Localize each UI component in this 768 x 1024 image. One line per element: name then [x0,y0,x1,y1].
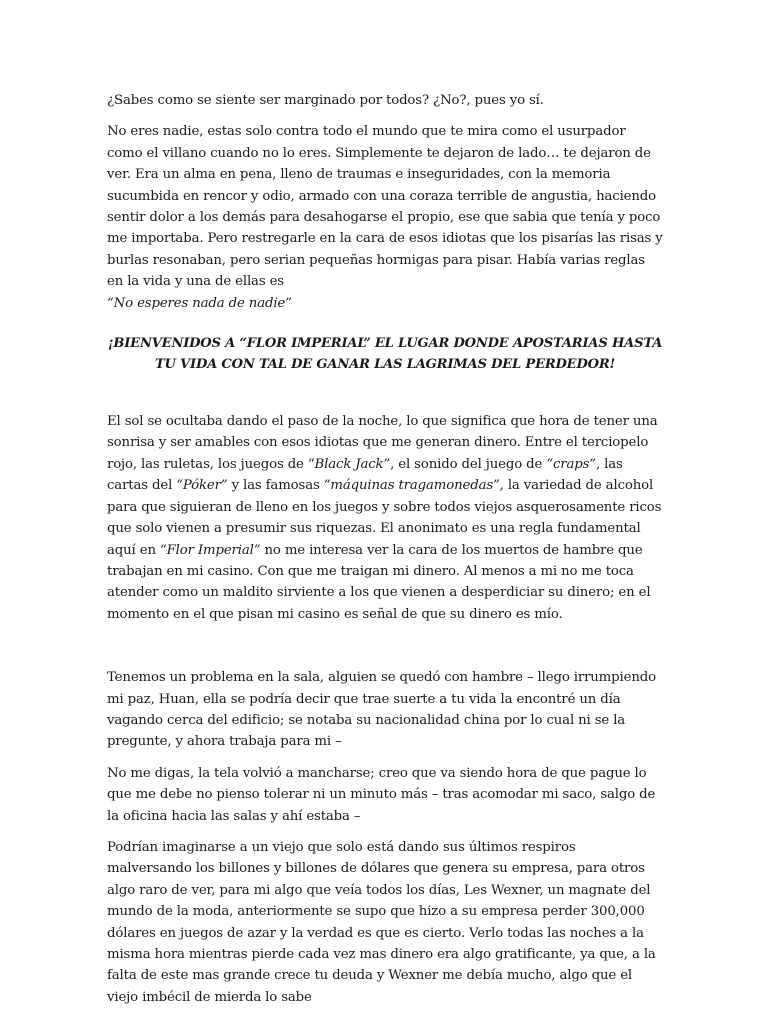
text-fragment: El sol se ocultaba dando el paso de la noche, lo que significa que hora de tener una sonrisa y ser amables con esos idiotas que me generan dinero. Entre el terciopelo rojo, las ruletas, los juegos de “ [107,414,658,472]
text-fragment: ”, el sonido del juego de [383,456,547,472]
craps-term: “craps” [546,456,596,472]
paragraph-intro: ¿Sabes como se siente ser marginado por todos? ¿No?, pues yo sí. [107,93,544,108]
paragraph-problema: Tenemos un problema en la sala, alguien se quedó con hambre – llego irrumpiendo mi paz, Huan, ella se podría decir que trae suerte a tu vida la encontré un día vagando cerca del edificio; se notaba su nacionalidad china por lo cual ni se la pregunte, y ahora trabaja para mi – [107,670,656,750]
paragraph-marginado [107,121,663,314]
paragraph-casino [107,411,663,625]
poker-term: “Póker” [176,478,228,494]
slot-machines-term: “máquinas tragamonedas”, [323,478,504,494]
text-fragment: , las cartas del [107,456,623,494]
text-fragment: la variedad de alcohol para que siguieran de lleno en los juegos y sobre todos viejos asquerosamente ricos que solo vienen a presumir sus riquezas. El anonimato es una regla fundamental aquí en [107,478,662,558]
paragraph-tela: No me digas, la tela volvió a mancharse; creo que va siendo hora de que pague lo que me debe no pienso tolerar ni un minuto más – tras acomodar mi saco, salgo de la oficina hacia las salas y ahí estaba – [107,765,656,824]
casino-welcome-heading: ¡BIENVENIDOS A “FLOR IMPERIAL” EL LUGAR DONDE APOSTARIAS HASTA TU VIDA CON TAL DE GANAR LAS LAGRIMAS DEL PERDEDOR! [107,336,663,373]
text-fragment: y las famosas [227,478,324,494]
document-page [107,90,663,1018]
text-fragment: no me interesa ver la cara de los muertos de hambre que trabajan en mi casino. Con que me traigan mi dinero. Al menos a mi no me toca atender como un maldito sirviente a los que vienen a desperdiciar su dinero; en el momento en el que pisan mi casino es señal de que su dinero es mío. [107,542,651,622]
paragraph-marginado-text: No eres nadie, estas solo contra todo el mundo que te mira como el usurpador como el villano cuando no lo eres. Simplemente te dejaron de lado… te dejaron de ver. Era un alma en pena, lleno de traumas e inseguridades, con la memoria sucumbida en rencor y odio, armado con una coraza terrible de angustia, haciendo sentir dolor a los demás para desahogarse el propio, ese que sabia que tenía y poco me importaba. Pero restregarle en la cara de esos idiotas que los pisarías las risas y burlas resonaban, pero serian pequeñas hormigas para pisar. Había varias reglas en la vida y una de ellas es [107,124,663,290]
paragraph-wexner: Podrían imaginarse a un viejo que solo está dando sus últimos respiros malversando los billones y billones de dólares que genera su empresa, para otros algo raro de ver, para mi algo que veía todos los días, Les Wexner, un magnate del mundo de la moda, anteriormente se supo que hizo a su empresa perder 300,000 dólares en juegos de azar y la verdad es que es cierto. Verlo todas las noches a la misma hora mientras pierde cada vez mas dinero era algo gratificante, ya que, a la falta de este mas grande crece tu deuda y Wexner me debía mucho, algo que el viejo imbécil de mierda lo sabe [107,839,656,1005]
rule-quote: “No esperes nada de nadie” [107,295,292,311]
flor-imperial-term: “Flor Imperial” [159,542,261,558]
black-jack-term: Black Jack [314,456,384,472]
